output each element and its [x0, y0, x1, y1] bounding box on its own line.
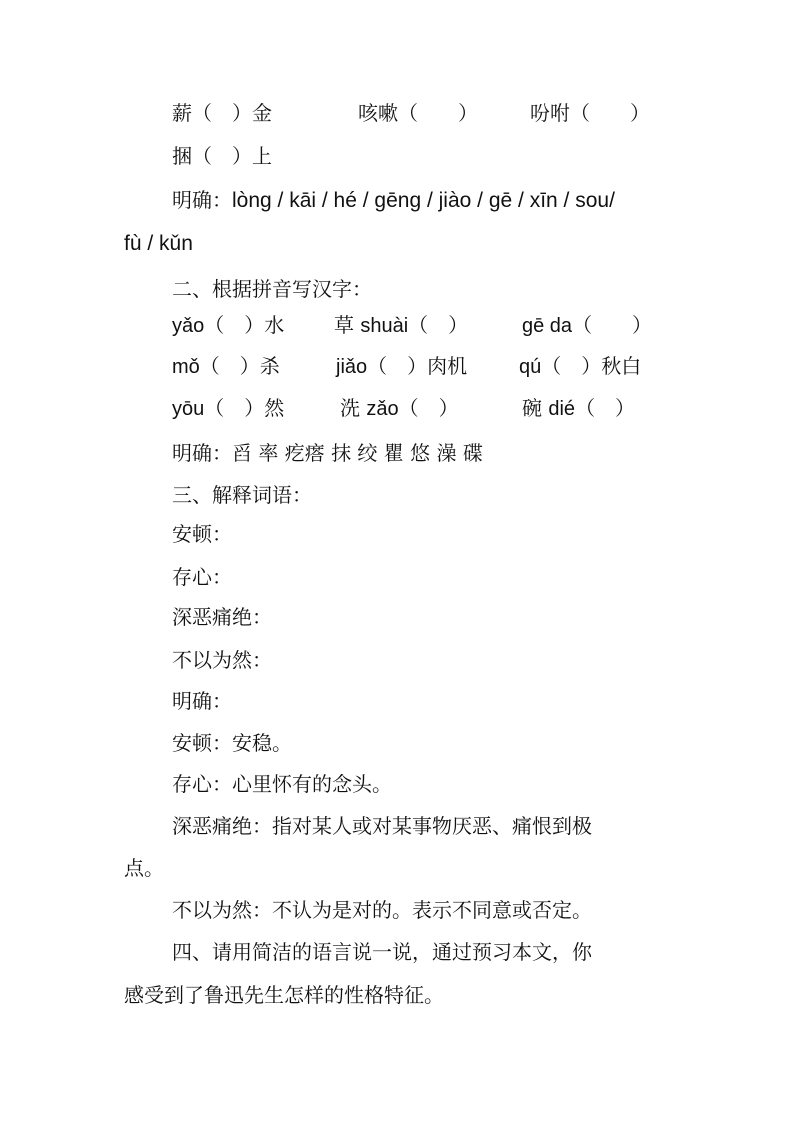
item-blank: （ ） — [398, 396, 459, 420]
write-item — [336, 353, 467, 380]
item-blank: （ ）秋白 — [541, 354, 642, 378]
write-item — [519, 353, 641, 380]
write-item — [172, 353, 280, 380]
word-item: 不以为然： — [172, 648, 272, 672]
section3-title: 三、解释词语： — [172, 483, 312, 507]
item-blank: （ ）水 — [204, 313, 285, 337]
item-pinyin: yǎo — [172, 315, 205, 337]
word-item: 深恶痛绝： — [172, 605, 272, 629]
word-item: 存心： — [172, 565, 232, 589]
item-prefix: 草 — [334, 313, 361, 337]
word-item: 安顿： — [172, 522, 232, 546]
section4-line-1: 四、请用简洁的语言说一说，通过预习本文，你 — [172, 940, 592, 964]
item-blank: （ ）杀 — [199, 354, 280, 378]
definition: 深恶痛绝：指对某人或对某事物厌恶、痛恨到极 — [172, 814, 592, 838]
answer-prefix: 明确： — [172, 188, 232, 212]
item-blank: （ ）然 — [204, 396, 285, 420]
section2-answer: 明确：舀 率 疙瘩 抹 绞 瞿 悠 澡 碟 — [172, 441, 483, 465]
item-blank: （ ）肉机 — [367, 354, 468, 378]
pinyin-answer-line-2: fù / kǔn — [124, 232, 193, 255]
write-item — [172, 312, 284, 339]
item-pinyin: gē da — [522, 315, 573, 337]
write-item — [522, 395, 635, 422]
answer-pinyin: lòng / kāi / hé / gēng / jiào / gē / xīn / sou/ — [232, 189, 615, 212]
pinyin-item: 薪（ ）金 — [172, 101, 272, 125]
item-pinyin: dié — [548, 398, 576, 420]
write-item — [334, 312, 468, 339]
pinyin-row-2: 捆（ ）上 — [172, 144, 272, 168]
pinyin-item: 吩咐（ ） — [530, 101, 650, 125]
definition-continued: 点。 — [124, 856, 164, 880]
write-item — [340, 395, 459, 422]
item-blank: （ ） — [408, 313, 469, 337]
item-prefix: 洗 — [340, 396, 367, 420]
item-pinyin: shuài — [360, 315, 409, 337]
section4-line-2: 感受到了鲁迅先生怎样的性格特征。 — [124, 983, 444, 1007]
definition: 不以为然：不认为是对的。表示不同意或否定。 — [172, 898, 592, 922]
answer-label: 明确： — [172, 689, 232, 713]
section2-title: 二、根据拼音写汉字： — [172, 277, 372, 301]
definition: 安顿：安稳。 — [172, 731, 292, 755]
item-blank: （ ） — [572, 313, 653, 337]
item-pinyin: jiǎo — [336, 356, 368, 378]
write-item — [172, 395, 284, 422]
item-pinyin: mǒ — [172, 356, 200, 378]
item-prefix: 碗 — [522, 396, 549, 420]
write-item — [522, 312, 652, 339]
item-blank: （ ） — [575, 396, 636, 420]
item-pinyin: qú — [519, 356, 542, 378]
pinyin-answer-line-1 — [172, 187, 615, 214]
pinyin-item: 咳嗽（ ） — [358, 101, 478, 125]
item-pinyin: zǎo — [366, 398, 399, 420]
definition: 存心：心里怀有的念头。 — [172, 772, 392, 796]
item-pinyin: yōu — [172, 398, 205, 420]
